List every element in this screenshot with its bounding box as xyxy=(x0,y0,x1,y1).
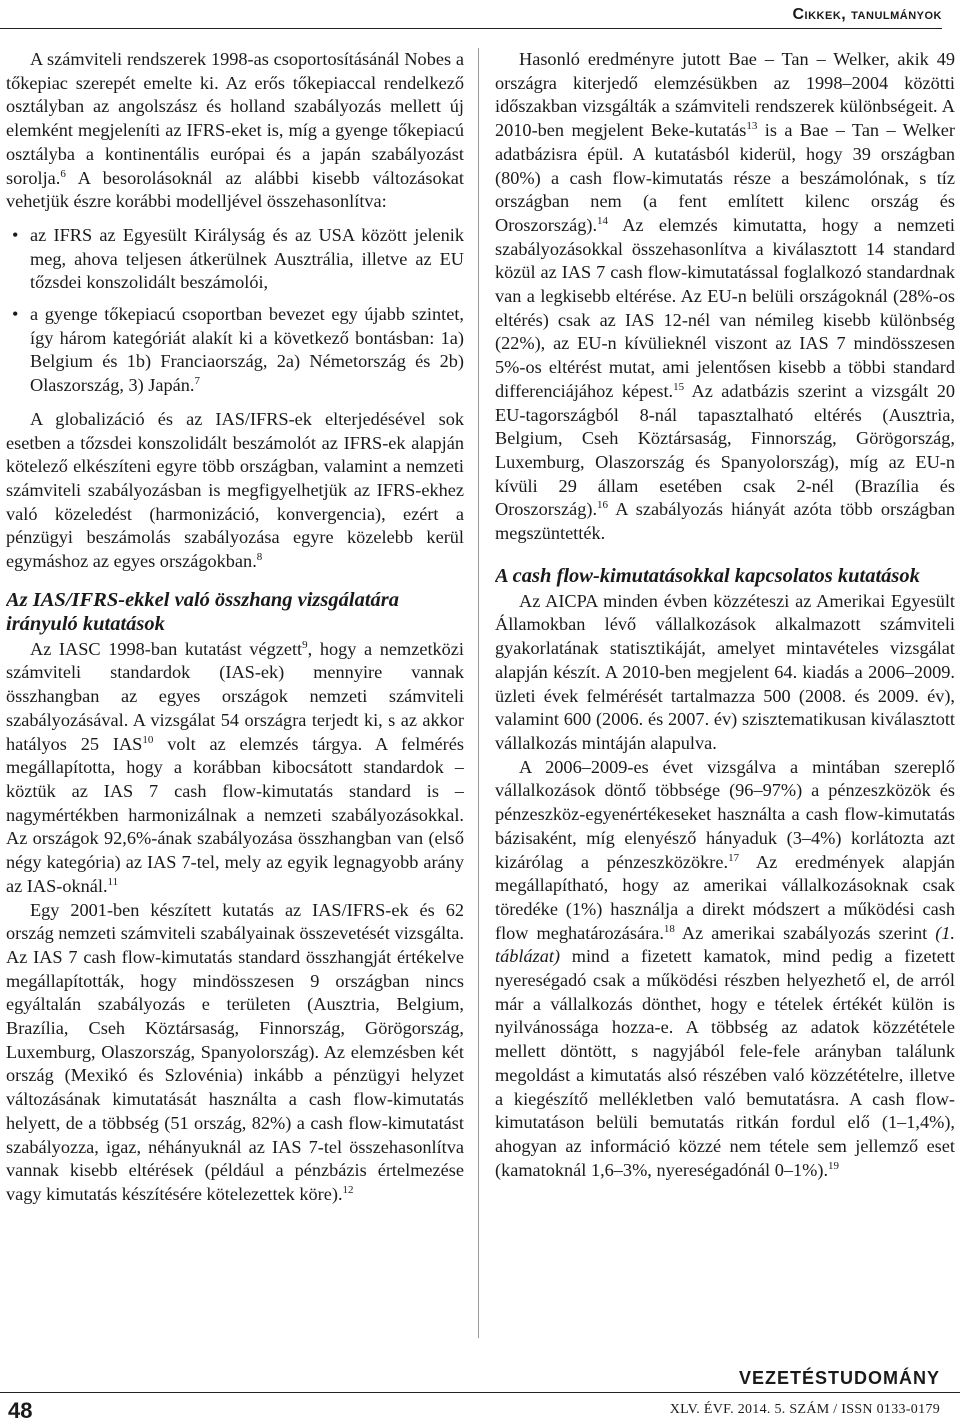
paragraph: Az AICPA minden évben közzéteszi az Amerikai Egyesült Államokban lévő vállalkozások alkalmazott számviteli gyakorlatának statisztikáját, amelyet mintavételes vizsgálat alapján készít. A 2010-ben megjelent 64. kiadás a 2006–2009. üzleti évek felmérését tartalmazza 500 (2008. és 2009. év), valamint 600 (2006. és 2007. év) szisztematikusan kiválasztott vállalkozás mintáján alapulva. xyxy=(495,590,955,753)
section-heading: A cash flow-kimutatásokkal kapcsolatos kutatások xyxy=(495,564,920,587)
bullet-icon: • xyxy=(12,224,19,245)
footnote-ref: 18 xyxy=(663,922,675,935)
section-heading: Az IAS/IFRS-ekkel való összhang vizsgálatára irányuló kutatások xyxy=(6,588,399,635)
footnote-ref: 11 xyxy=(107,875,119,888)
footnote-ref: 7 xyxy=(194,375,200,388)
left-column xyxy=(6,48,464,1348)
paragraph: Hasonló eredményre jutott Bae – Tan – Welker, akik 49 országra kiterjedő elemzésükben az 1998–2004 közötti időszakban vizsgálták a számviteli rendszerek különbségeit. A 2010-ben megjelent Beke-kutatás$^{13}$ is a Bae – Tan – Welker adatbázisra épül. A kutatásból kiderül, hogy 39 országban (80%) a cash flow-kimutatás része a beszámolónak, s tíz országban nem (a fent említett kilenc ország és Oroszország).$^{14}$ Az elemzés kimutatta, hogy a nemzeti szabályozásokkal összehasonlítva a kiválasztott 14 standard közül az IAS 7 cash flow-kimutatással foglalkozó standardnak van a legkisebb eltérése. Az EU-n belüli országoknál (28%-os eltérés) csak az IAS 12-nél van némileg kisebb különbség (22%), az EU-n kívülieknél viszont az IAS 7 mindösszesen 5%-os eltérést mutat, ami jelentősen kisebb a többi standard differenciájához képest.$^{15}$ Az adatbázis szerint a vizsgált 20 EU-tagországból 8-nál tapasztalható eltérés (Ausztria, Belgium, Cseh Köztársaság, Finnország, Görögország, Luxemburg, Olaszország és Spanyolország), míg az EU-n kívüli 29 állam esetében csak 2-nél (Brazília és Oroszország).$^{16}$ A szabályozás hiányát azóta több országban megszüntették. xyxy=(495,49,955,544)
bullet-icon: • xyxy=(12,304,19,325)
paragraph: A számviteli rendszerek 1998-as csoportosításánál Nobes a tőkepiac szerepét emelte ki. Az erős tőkepiaccal rendelkező osztályban az angolszász és holland szabályozás mellett új elemként megjeleníti az IFRS-eket is, míg a gyenge tőkepiacú osztályba a kontinentális európai és a japán szabályozást sorolja.$^6$ A besorolásoknál az alábbi kisebb változásokat vehetjük észre korábbi modelljével összehasonlítva: xyxy=(6,49,464,212)
list-item: • az IFRS az Egyesült Királyság és az USA között jelenik meg, ahova teljesen átkerülnek Ausztrália, illetve az EU tőzsdei konszolidált beszámolói, xyxy=(12,224,464,293)
running-head: Cikkek, tanulmányok xyxy=(792,6,942,23)
footnote-ref: 17 xyxy=(728,851,740,864)
paragraph: Az IASC 1998-ban kutatást végzett$^9$, hogy a nemzetközi számviteli standardok (IAS-ek) mennyire vannak összhangban az egyes országok nemzeti számviteli szabályozásával. A vizsgálat 54 országra terjedt ki, s az akkor hatályos 25 IAS$^{10}$ volt az elemzés tárgya. A felmérés megállapította, hogy a korábban kibocsátott standardok – köztük az IAS 7 cash flow-kimutatás standard is – nagymértékben harmonizálnak a nemzeti szabályozásokkal. Az országok 92,6%-ának szabályozása összhangban van (első négy kategória) az IAS 7-tel, mely az egyik legnagyobb arány az IAS-oknál.$^{11}$ xyxy=(6,638,464,896)
paragraph: A globalizáció és az IAS/IFRS-ek elterjedésével sok esetben a tőzsdei konszolidált beszámolót az IFRS-ek alapján kötelező elkészíteni egyre több országban, valamint a nemzeti számviteli szabályozásban is megfigyelhetjük az IFRS-ekhez való közeledést (harmonizáció, konvergencia), ezért a pénzügyi beszámolás szabályozása egyre közelebb kerül egymáshoz az egyes országokban.$^8$ xyxy=(6,408,464,572)
footnote-ref: 6 xyxy=(60,167,66,180)
page-number: 48 xyxy=(8,1398,33,1423)
footnote-ref: 19 xyxy=(828,1159,840,1172)
footnote-ref: 15 xyxy=(673,380,685,393)
footnote-ref: 10 xyxy=(142,733,154,746)
column-divider xyxy=(478,48,479,1338)
footnote-ref: 14 xyxy=(597,214,609,227)
bullet-list xyxy=(6,224,464,398)
footnote-ref: 9 xyxy=(302,638,308,651)
right-column xyxy=(495,48,955,1348)
footnote-ref: 13 xyxy=(746,120,758,133)
header-rule xyxy=(0,28,942,29)
footnote-ref: 16 xyxy=(597,499,609,512)
issue-line: XLV. ÉVF. 2014. 5. SZÁM / ISSN 0133-0179 xyxy=(669,1402,940,1417)
footer-rule xyxy=(0,1392,960,1393)
journal-name: VEZETÉSTUDOMÁNY xyxy=(738,1368,940,1388)
paragraph: Egy 2001-ben készített kutatás az IAS/IFRS-ek és 62 ország nemzeti számviteli szabályainak összevetését vizsgálta. Az IAS 7 cash flow-kimutatás standard összhangját értékelve megállapították, hogy mindösszesen 9 országban nincs egyáltalán szabályozás e területen (Ausztria, Belgium, Brazília, Cseh Köztársaság, Finnország, Görögország, Luxemburg, Olaszország, Spanyolország). Az elemzésben két ország (Mexikó és Szlovénia) inkább a pénzügyi helyzet változásának kimutatását használta a cash flow-kimutatás helyett, de a többség (51 ország, 82%) a cash flow-kimutatást szabályozza, igaz, néhányuknál az IAS 7-tel összehasonlítva vannak kisebb eltérések (például a pénzbázis értelmezése vagy kimutatás készítésére kötelezettek köre).$^{12}$ xyxy=(6,899,464,1204)
footnote-ref: 12 xyxy=(342,1183,354,1196)
paragraph: A 2006–2009-es évet vizsgálva a mintában szereplő vállalkozások döntő többsége (96–97%) a pénzeszközök és pénzeszköz-egyenértékeseket használta a cash flow-kimutatás bázisaként, míg elenyésző hányaduk (3–4%) korlátozta azt kizárólag a pénzeszközökre.$^{17}$ Az eredmények alapján megállapítható, hogy az amerikai vállalkozásoknak csak töredéke (1%) használja a direkt módszert a működési cash flow meghatározására.$^{18}$ Az amerikai szabályozás szerint (1. táblázat) mind a fizetett kamatok, mind pedig a fizetett nyereségadó csak a működési részben helyezhető el, de arról már a vállalkozás dönthet, hogy e tételek értékét külön is nyilvánossága hozza-e. A többség az adatok közzététele mellett döntött, s nagyjából fele-fele arányban találunk megoldást a kimutatás alsó részében való közzétételre, illetve a kiegészítő mellékletben való bemutatásra. A cash flow-kimutatáson belüli bemutatás ritkán fordul elő (1–1,4%), ahogyan az információ közzé nem tétele sem jellemző eset (kamatoknál 1,6–3%, nyereségadónál 0–1%).$^{19}$ xyxy=(495,756,955,1180)
footnote-ref: 8 xyxy=(256,551,263,564)
table-reference: (1. táblázat) xyxy=(495,922,955,967)
list-item: • a gyenge tőkepiacú csoportban bevezet egy újabb szintet, így három kategóriát alakít ki a következő bontásban: 1a) Belgium és 1b) Franciaország, 2a) Németország és 2b) Olaszország, 3) Japán.$^7$ xyxy=(12,304,464,396)
